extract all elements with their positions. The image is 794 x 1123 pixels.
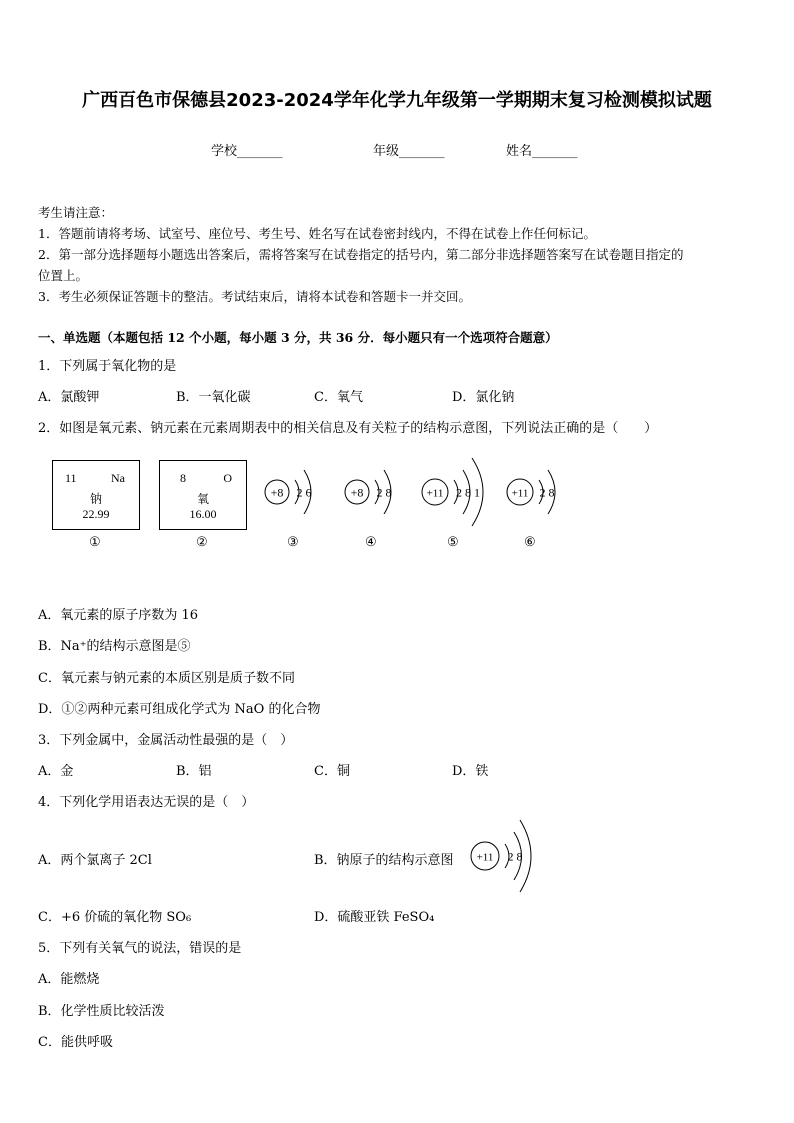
q1-option-b: B．一氧化碳 bbox=[176, 390, 251, 405]
name-field: 姓名_______ bbox=[506, 144, 578, 159]
q2-option-b: B．Na⁺的结构示意图是⑤ bbox=[38, 639, 191, 654]
grade-field: 年级_______ bbox=[373, 144, 445, 159]
notice-heading: 考生请注意： bbox=[38, 205, 114, 220]
electron-shells: 2 8 bbox=[376, 485, 392, 500]
element-name: 钠 bbox=[89, 492, 102, 506]
nucleus-charge: +8 bbox=[350, 485, 364, 500]
q5-option-a: A．能燃烧 bbox=[38, 972, 100, 987]
q5-stem: 5．下列有关氧气的说法，错误的是 bbox=[38, 941, 242, 956]
element-symbol: Na bbox=[111, 471, 125, 485]
atomic-mass: 16.00 bbox=[189, 507, 217, 521]
q2-option-c: C．氧元素与钠元素的本质区别是质子数不同 bbox=[38, 671, 295, 686]
atom-diagram-q4 bbox=[468, 814, 538, 898]
figure-label-4: ④ bbox=[365, 535, 377, 550]
figure-label-6: ⑥ bbox=[524, 535, 536, 550]
q3-stem: 3．下列金属中，金属活动性最强的是（ ） bbox=[38, 733, 294, 748]
atomic-number: 8 bbox=[180, 471, 186, 485]
q4-option-d: D．硫酸亚铁 FeSO₄ bbox=[314, 910, 435, 925]
q1-stem: 1．下列属于氧化物的是 bbox=[38, 359, 177, 374]
q1-option-a: A．氯酸钾 bbox=[38, 390, 100, 405]
nucleus-charge: +8 bbox=[270, 485, 284, 500]
electron-shells: 2 8 1 bbox=[456, 485, 480, 500]
figure-label-1: ① bbox=[89, 535, 101, 550]
electron-shells: 2 8 bbox=[507, 849, 523, 864]
q4-stem: 4．下列化学用语表达无误的是（ ） bbox=[38, 795, 255, 810]
atom-diagram-3 bbox=[262, 452, 332, 536]
q2-stem: 2．如图是氧元素、钠元素在元素周期表中的相关信息及有关粒子的结构示意图，下列说法正确的是（ ） bbox=[38, 421, 658, 436]
atom-diagram-5 bbox=[420, 444, 500, 544]
q3-option-b: B．铝 bbox=[176, 764, 212, 779]
figure-label-5: ⑤ bbox=[447, 535, 459, 550]
q5-option-b: B．化学性质比较活泼 bbox=[38, 1004, 165, 1019]
element-name: 氧 bbox=[196, 492, 209, 506]
q3-option-c: C．铜 bbox=[314, 764, 350, 779]
figure-label-2: ② bbox=[196, 535, 208, 550]
nucleus-charge: +11 bbox=[426, 487, 444, 500]
atom-diagram-6 bbox=[505, 452, 575, 536]
electron-shells: 2 6 bbox=[296, 485, 312, 500]
nucleus-charge: +11 bbox=[476, 851, 494, 864]
section-heading: 一、单选题（本题包括 12 个小题，每小题 3 分，共 36 分．每小题只有一个选项符合题意） bbox=[38, 330, 558, 345]
nucleus-charge: +11 bbox=[511, 487, 529, 500]
atomic-mass: 22.99 bbox=[82, 507, 110, 521]
q5-option-c: C．能供呼吸 bbox=[38, 1035, 113, 1050]
school-field: 学校_______ bbox=[211, 144, 283, 159]
q1-option-c: C．氧气 bbox=[314, 390, 363, 405]
q4-option-b: B．钠原子的结构示意图 bbox=[314, 853, 454, 868]
q3-option-a: A．金 bbox=[38, 764, 74, 779]
notice-item-2: 2．第一部分选择题每小题选出答案后，需将答案写在试卷指定的括号内，第二部分非选择题答案写在试卷题目指定的 bbox=[38, 247, 684, 262]
q3-option-d: D．铁 bbox=[452, 764, 489, 779]
q4-option-a: A．两个氯离子 2Cl bbox=[38, 853, 152, 868]
element-card-oxygen bbox=[159, 460, 247, 530]
q2-option-d: D．①②两种元素可组成化学式为 NaO 的化合物 bbox=[38, 702, 321, 717]
element-card-sodium bbox=[52, 460, 140, 530]
electron-shells: 2 8 bbox=[539, 485, 555, 500]
figure-label-3: ③ bbox=[287, 535, 299, 550]
element-symbol: O bbox=[223, 471, 232, 485]
atomic-number: 11 bbox=[65, 471, 77, 485]
page-title: 广西百色市保德县2023-2024学年化学九年级第一学期期末复习检测模拟试题 bbox=[82, 90, 712, 111]
q4-option-c: C．+6 价硫的氧化物 SO₆ bbox=[38, 910, 192, 925]
atom-diagram-4 bbox=[342, 452, 412, 536]
notice-item-2-cont: 位置上。 bbox=[38, 268, 89, 283]
q2-option-a: A．氧元素的原子序数为 16 bbox=[38, 608, 199, 623]
q1-option-d: D．氯化钠 bbox=[452, 390, 515, 405]
notice-item-3: 3．考生必须保证答题卡的整洁。考试结束后，请将本试卷和答题卡一并交回。 bbox=[38, 289, 471, 304]
notice-item-1: 1．答题前请将考场、试室号、座位号、考生号、姓名写在试卷密封线内，不得在试卷上作任何标记。 bbox=[38, 226, 596, 241]
